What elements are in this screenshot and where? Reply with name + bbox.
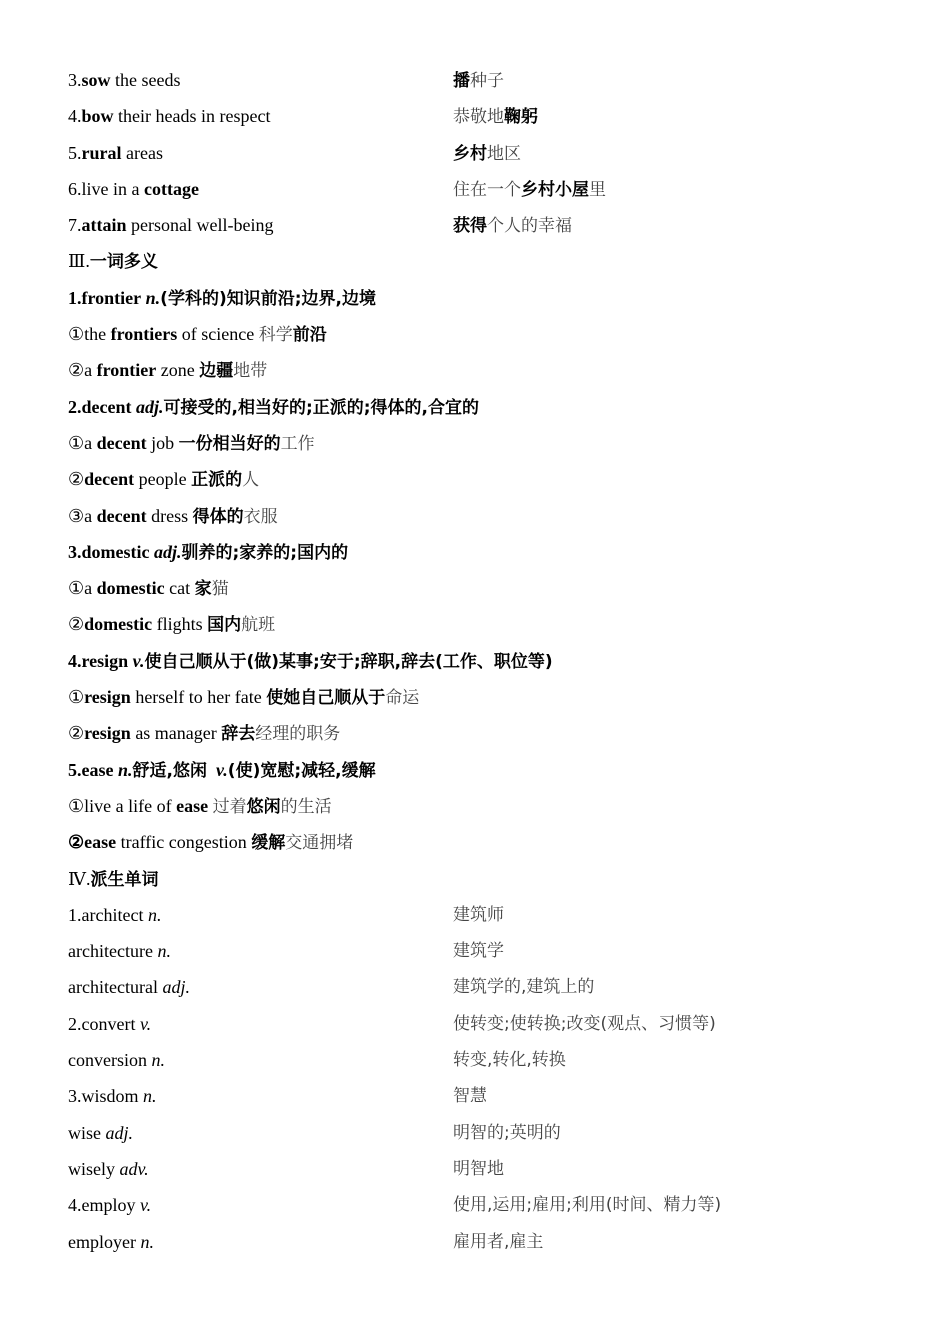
part-of-speech: n. xyxy=(157,941,171,962)
key-word: rural xyxy=(81,142,122,163)
derivative-word: 2.convert xyxy=(68,1013,140,1034)
derivative-meaning: 智慧 xyxy=(453,1086,487,1107)
example-text: live a life of xyxy=(84,795,177,816)
phrase-row-attain xyxy=(68,207,888,243)
translation-text: 里 xyxy=(589,179,606,200)
translation-text: 种子 xyxy=(470,71,504,91)
phrase-text: the seeds xyxy=(110,70,181,90)
part-of-speech: v. xyxy=(132,650,145,671)
example-text: a xyxy=(84,578,97,599)
example-mark: ① xyxy=(68,687,85,708)
derivative-row xyxy=(68,1187,888,1223)
example-resign-2 xyxy=(68,715,888,751)
example-key: ease xyxy=(84,832,117,853)
phrase-text: their heads in respect xyxy=(113,106,271,127)
row-number: 5. xyxy=(68,142,82,163)
example-translation-key: 使她自己顺从于 xyxy=(266,688,386,709)
derivative-meaning: 建筑学 xyxy=(453,941,504,962)
example-text: flights xyxy=(152,614,208,635)
example-mark: ② xyxy=(68,614,85,635)
derivative-row xyxy=(68,1006,888,1042)
part-of-speech: v. xyxy=(140,1195,152,1216)
entry-meaning: 使自己顺从于(做)某事;安于;辞职,辞去(工作、职位等) xyxy=(144,651,553,672)
document-page xyxy=(68,62,888,1260)
part-of-speech: adj. xyxy=(135,396,164,417)
example-translation: 命运 xyxy=(385,688,420,709)
example-mark: ① xyxy=(68,324,85,345)
example-text: a xyxy=(84,432,97,453)
derivative-meaning: 明智的;英明的 xyxy=(453,1122,561,1143)
entry-decent xyxy=(68,389,888,425)
example-translation-key: 一份相当好的 xyxy=(178,433,281,454)
phrase-text: personal well-being xyxy=(126,215,274,236)
derivative-word: employer xyxy=(68,1231,141,1252)
example-translation: 的生活 xyxy=(280,796,332,817)
translation-text: 地区 xyxy=(487,143,521,164)
example-key: resign xyxy=(84,723,131,744)
example-mark: ① xyxy=(68,578,85,599)
derivative-meaning: 使转变;使转换;改变(观点、习惯等) xyxy=(453,1013,716,1034)
example-mark: ③ xyxy=(68,505,85,526)
example-resign-1 xyxy=(68,679,888,715)
section-heading-polysemy xyxy=(68,243,888,279)
example-decent-3 xyxy=(68,498,888,534)
entry-meaning: 驯养的;家养的;国内的 xyxy=(181,542,349,563)
part-of-speech: adj. xyxy=(162,977,190,998)
key-word: bow xyxy=(81,106,114,127)
entry-ease xyxy=(68,752,888,788)
translation-key: 鞠躬 xyxy=(504,107,538,128)
example-mark: ② xyxy=(68,360,85,381)
derivative-word: 3.wisdom xyxy=(68,1086,144,1107)
example-text: herself to her fate xyxy=(130,687,267,708)
row-number: 6. xyxy=(68,178,82,199)
derivative-row xyxy=(68,1224,888,1260)
example-ease-1 xyxy=(68,788,888,824)
example-text: of science xyxy=(177,324,259,345)
derivative-word: 1.architect xyxy=(68,904,148,925)
example-translation: 航班 xyxy=(241,615,276,636)
example-text: a xyxy=(84,505,97,526)
section-number: Ⅲ. xyxy=(68,251,90,272)
example-key: decent xyxy=(84,469,135,490)
part-of-speech: n. xyxy=(147,904,162,925)
translation-text: 住在一个 xyxy=(453,179,521,200)
example-decent-1 xyxy=(68,425,888,461)
section-title: 派生单词 xyxy=(90,869,159,890)
entry-number: 1. xyxy=(68,287,82,308)
row-number: 4. xyxy=(68,106,82,127)
example-translation: 衣服 xyxy=(243,506,278,527)
row-number: 7. xyxy=(68,215,82,236)
part-of-speech: adv. xyxy=(119,1158,149,1179)
part-of-speech: v. xyxy=(139,1013,152,1034)
example-translation: 地带 xyxy=(233,361,268,382)
entry-number: 4. xyxy=(68,650,82,671)
entry-word: decent xyxy=(81,396,132,417)
example-key: resign xyxy=(84,687,131,708)
section-title: 一词多义 xyxy=(89,252,158,273)
entry-word: resign xyxy=(81,650,129,671)
section-number: Ⅳ. xyxy=(68,868,91,889)
translation-key: 乡村小屋 xyxy=(521,179,589,200)
row-number: 3. xyxy=(68,70,82,90)
example-text: as manager xyxy=(130,723,222,744)
derivative-row xyxy=(68,1115,888,1151)
example-key: decent xyxy=(96,505,147,526)
example-decent-2 xyxy=(68,461,888,497)
example-key: domestic xyxy=(96,578,165,599)
example-translation-key: 国内 xyxy=(207,615,242,636)
derivative-meaning: 雇用者,雇主 xyxy=(453,1231,544,1252)
example-mark: ② xyxy=(68,469,85,490)
entry-resign xyxy=(68,643,888,679)
example-text: people xyxy=(134,469,192,490)
example-mark: ① xyxy=(68,795,85,816)
part-of-speech: n. xyxy=(143,1086,157,1107)
example-text: traffic congestion xyxy=(116,832,252,853)
example-key: ease xyxy=(176,795,209,816)
translation-key: 获得 xyxy=(453,216,487,237)
derivative-row xyxy=(68,1151,888,1187)
derivative-row xyxy=(68,897,888,933)
entry-frontier xyxy=(68,280,888,316)
key-word: attain xyxy=(81,215,127,236)
example-ease-2 xyxy=(68,824,888,860)
part-of-speech: n. xyxy=(145,287,161,308)
example-text: a xyxy=(84,360,97,381)
derivative-meaning: 明智地 xyxy=(453,1158,504,1179)
example-text: the xyxy=(84,324,111,345)
derivative-word: architectural xyxy=(68,977,163,998)
entry-meaning: (学科的)知识前沿;边界,边境 xyxy=(160,288,376,309)
derivative-word: 4.employ xyxy=(68,1195,140,1216)
translation-text: 个人的幸福 xyxy=(487,216,572,237)
entry-meaning: (使)宽慰;减轻,缓解 xyxy=(227,760,376,781)
example-key: domestic xyxy=(84,614,153,635)
part-of-speech: adj. xyxy=(153,541,182,562)
phrase-text: areas xyxy=(121,142,163,163)
phrase-row-cottage xyxy=(68,171,888,207)
example-translation-key: 前沿 xyxy=(292,325,327,346)
entry-domestic xyxy=(68,534,888,570)
derivative-word: architecture xyxy=(68,941,158,962)
example-key: frontiers xyxy=(110,324,178,345)
derivative-row xyxy=(68,1042,888,1078)
part-of-speech: n. xyxy=(140,1231,154,1252)
example-translation: 经理的职务 xyxy=(255,724,341,745)
translation-text: 恭敬地 xyxy=(453,107,504,128)
derivative-meaning: 建筑学的,建筑上的 xyxy=(453,977,595,998)
key-word: sow xyxy=(81,70,111,90)
entry-number: 3. xyxy=(68,541,82,562)
entry-meaning: 可接受的,相当好的;正派的;得体的,合宜的 xyxy=(163,397,480,418)
example-translation-key: 边疆 xyxy=(199,361,234,382)
example-translation-key: 得体的 xyxy=(192,506,244,527)
example-translation: 猫 xyxy=(211,579,229,600)
example-translation: 工作 xyxy=(280,433,315,454)
entry-word: domestic xyxy=(81,541,150,562)
phrase-row-sow xyxy=(68,62,888,98)
derivative-row xyxy=(68,1078,888,1114)
example-text: dress xyxy=(146,505,193,526)
example-translation-key: 悠闲 xyxy=(246,796,281,817)
example-translation: 交通拥堵 xyxy=(285,833,354,854)
part-of-speech: n. xyxy=(151,1050,165,1071)
derivative-meaning: 建筑师 xyxy=(453,904,504,925)
example-key: decent xyxy=(96,432,147,453)
example-text: zone xyxy=(156,360,200,381)
phrase-row-rural xyxy=(68,135,888,171)
entry-meaning: 舒适,悠闲 xyxy=(132,760,207,781)
entry-number: 5. xyxy=(68,759,82,780)
phrase-text: live in a xyxy=(81,178,144,199)
derivative-row xyxy=(68,969,888,1005)
part-of-speech: v. xyxy=(215,759,228,780)
entry-word: frontier xyxy=(81,287,142,308)
example-translation-key: 正派的 xyxy=(191,470,243,491)
example-text: job xyxy=(146,432,179,453)
derivative-word: wisely xyxy=(68,1158,120,1179)
example-mark: ② xyxy=(68,832,85,853)
example-frontier-2 xyxy=(68,352,888,388)
example-translation: 过着 xyxy=(212,796,247,817)
translation-key: 乡村 xyxy=(453,143,487,164)
example-domestic-2 xyxy=(68,606,888,642)
example-mark: ① xyxy=(68,432,85,453)
derivative-meaning: 转变,转化,转换 xyxy=(453,1050,566,1071)
part-of-speech: n. xyxy=(117,759,133,780)
phrase-row-bow xyxy=(68,98,888,134)
entry-number: 2. xyxy=(68,396,82,417)
example-translation-key: 辞去 xyxy=(221,724,256,745)
key-word: cottage xyxy=(143,178,199,199)
example-mark: ② xyxy=(68,723,85,744)
translation-key: 播 xyxy=(453,71,470,91)
derivative-meaning: 使用,运用;雇用;利用(时间、精力等) xyxy=(453,1195,722,1216)
example-text: cat xyxy=(164,578,195,599)
section-heading-derivatives xyxy=(68,861,888,897)
part-of-speech: adj. xyxy=(105,1122,134,1143)
example-translation-key: 家 xyxy=(194,579,212,600)
example-frontier-1 xyxy=(68,316,888,352)
derivative-row xyxy=(68,933,888,969)
derivative-word: conversion xyxy=(68,1050,152,1071)
example-translation-key: 缓解 xyxy=(251,833,286,854)
example-translation: 科学 xyxy=(258,325,293,346)
derivative-word: wise xyxy=(68,1122,106,1143)
example-domestic-1 xyxy=(68,570,888,606)
example-key: frontier xyxy=(96,360,157,381)
example-translation: 人 xyxy=(242,470,260,491)
entry-word: ease xyxy=(81,759,114,780)
